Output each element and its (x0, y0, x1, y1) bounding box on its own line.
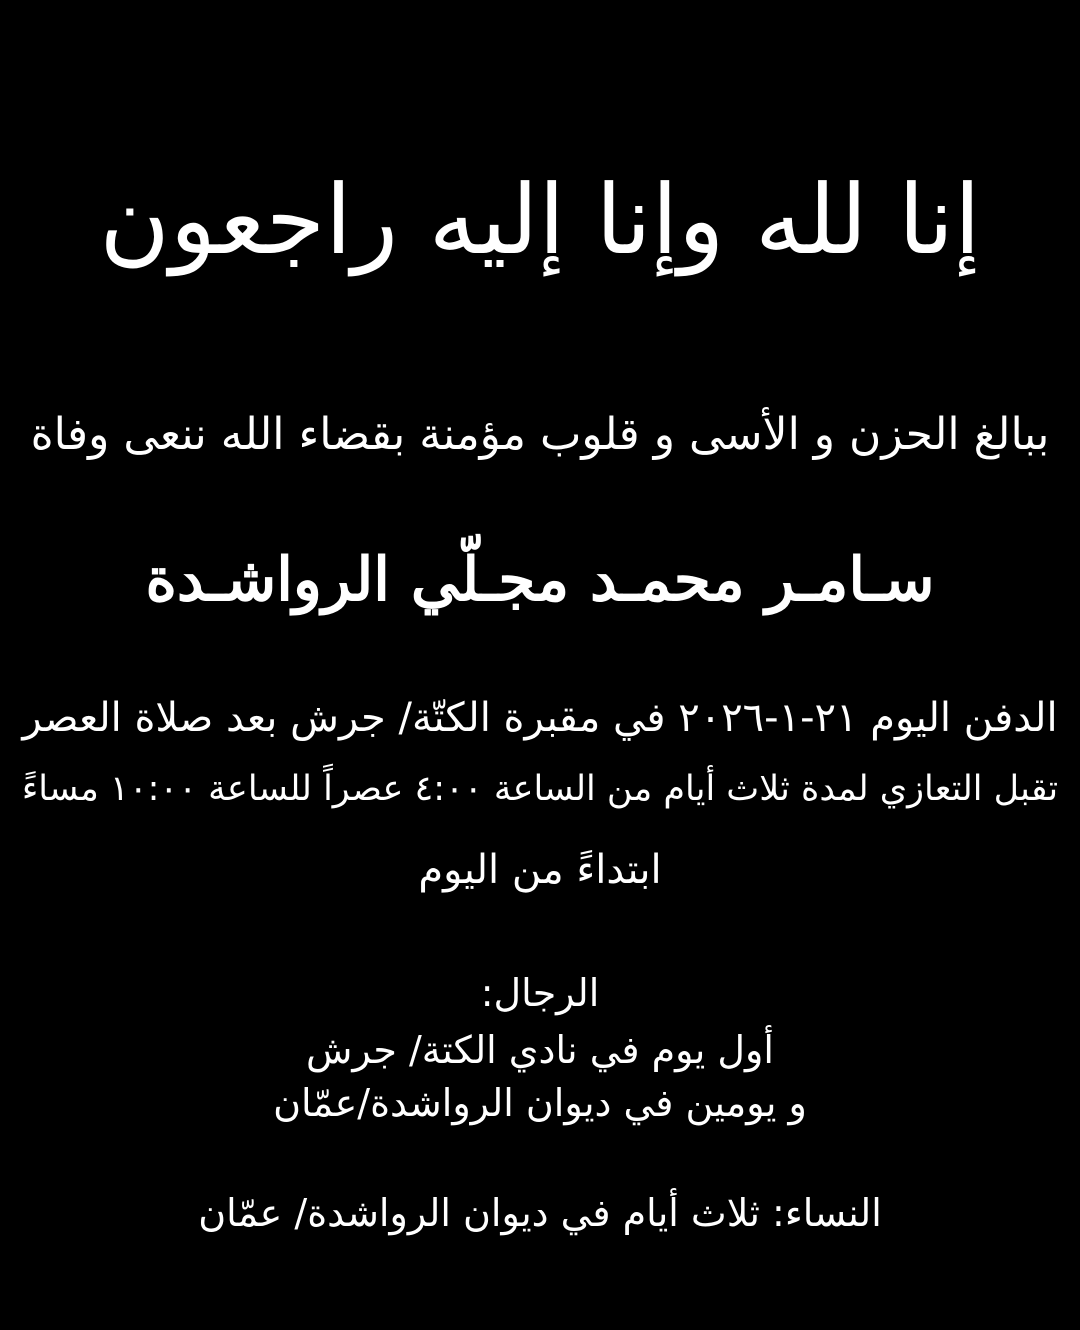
burial-details: الدفن اليوم ٢١-١-٢٠٢٦ في مقبرة الكتّة/ جرش بعد صلاة العصر (22, 695, 1058, 741)
men-location-first-day: أول يوم في نادي الكتة/ جرش (306, 1028, 774, 1072)
deceased-name: سـامـر محمـد مجـلّي الرواشـدة (145, 545, 935, 615)
men-location-two-days: و يومين في ديوان الرواشدة/عمّان (273, 1081, 807, 1125)
women-location: النساء: ثلاث أيام في ديوان الرواشدة/ عمّان (198, 1191, 882, 1235)
quran-verse-calligraphy: إنا لله وإنا إليه راجعون (99, 164, 981, 276)
men-heading: الرجال: (480, 971, 600, 1015)
condolences-hours: تقبل التعازي لمدة ثلاث أيام من الساعة ٤:٠٠ عصراً للساعة ١٠:٠٠ مساءً (21, 769, 1059, 809)
intro-text: ببالغ الحزن و الأسى و قلوب مؤمنة بقضاء الله ننعى وفاة (30, 409, 1050, 460)
condolences-start: ابتداءً من اليوم (418, 847, 662, 893)
